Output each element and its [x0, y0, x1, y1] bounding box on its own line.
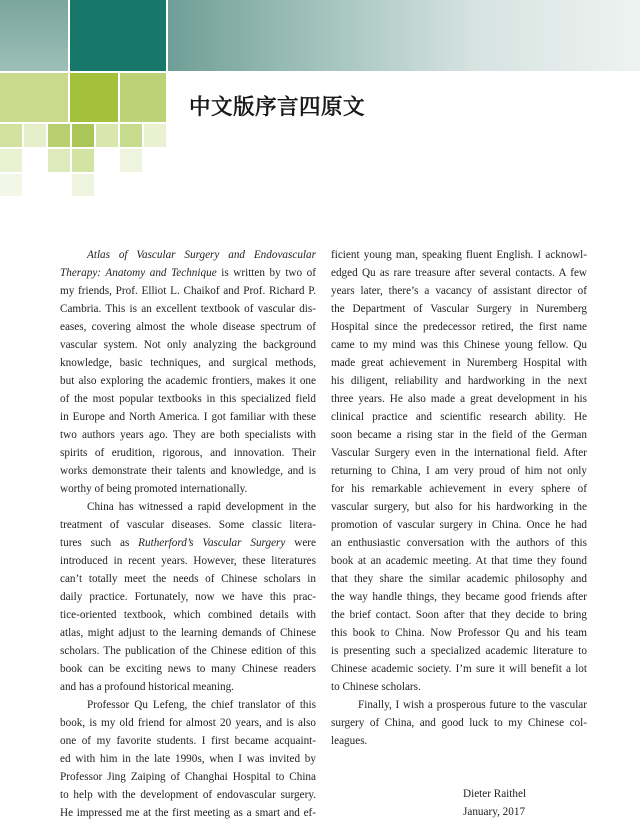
text-line: made great achievement in Nuremberg Hospital with	[331, 357, 587, 369]
text-line: to Chinese scholars.	[331, 681, 421, 693]
text-line: eases, covering almost the whole disease spectrum of	[60, 321, 316, 333]
header-tile	[120, 73, 166, 122]
text-line: clinical practice and scientific research ability. He	[331, 411, 587, 423]
paragraph	[331, 696, 587, 750]
text-line: but also exploring the academic frontiers, makes it one	[60, 375, 316, 387]
text-line: surgery of China, and good luck to my Chinese col-	[331, 717, 587, 729]
header-tile	[0, 73, 68, 122]
text-line: book can be exciting news to many Chinese readers	[60, 663, 316, 675]
text-column-right	[331, 246, 587, 750]
text-segment: were	[285, 537, 316, 549]
text-line	[60, 246, 316, 264]
header-tile	[120, 124, 142, 147]
text-line: in Europe and North America. I got familiar with these	[60, 411, 316, 423]
text-line: to help with the development of endovascular surgery.	[60, 789, 316, 801]
text-line: introduced in recent years. However, these literatures	[60, 555, 316, 567]
header-tile-dark	[70, 0, 166, 71]
text-segment: tures such as	[60, 537, 139, 549]
text-line: three years. He also made a great development in his	[331, 393, 587, 405]
header-tile	[48, 149, 70, 172]
text-line: this book to China. Now Professor Qu and his team	[331, 627, 587, 639]
text-line: Hospital since the predecessor retired, the first name	[331, 321, 587, 333]
header-tile	[0, 149, 22, 172]
italic-text: Therapy: Anatomy and Technique	[60, 267, 217, 279]
italic-text: Atlas of Vascular Surgery and Endovascular	[87, 249, 316, 261]
text-line: book at an academic meeting. At that time they found	[331, 555, 587, 567]
text-line	[60, 264, 316, 282]
text-line: of the most popular textbooks in this specialized field	[60, 393, 316, 405]
text-line: leagues.	[331, 735, 368, 747]
text-line: soon became a rising star in the field of the German	[331, 429, 587, 441]
text-line: Professor Qu Lefeng, the chief translator of this	[87, 699, 316, 711]
text-line: vascular system. Not only analyzing the background	[60, 339, 316, 351]
text-line: China has witnessed a rapid development in the	[87, 501, 316, 513]
text-column-left	[60, 246, 316, 822]
text-line: He impressed me at the first meeting as a smart and ef-	[60, 807, 316, 819]
text-line: treatment of vascular diseases. Some classic litera-	[60, 519, 316, 531]
header-tile	[0, 174, 22, 196]
text-line: is presenting such a specialized academic literature to	[331, 645, 587, 657]
text-line: daily practice. Fortunately, now we have this prac-	[60, 591, 316, 603]
text-line: an enthusiastic conversation with the authors of this	[331, 537, 587, 549]
text-line	[60, 534, 316, 552]
text-line: atlas, might adjust to the learning demands of Chinese	[60, 627, 316, 639]
italic-text: Rutherford’s Vascular Surgery	[138, 537, 286, 549]
header-tile	[48, 124, 70, 147]
paragraph	[60, 498, 316, 696]
header-tile	[72, 149, 94, 172]
text-line: Finally, I wish a prosperous future to the vascular	[358, 699, 587, 711]
text-line: two authors years ago. They are both specialists with	[60, 429, 316, 441]
text-line: my friends, Prof. Elliot L. Chaikof and Prof. Richard P.	[60, 285, 316, 297]
text-line: can’t totally meet the needs of Chinese scholars in	[60, 573, 316, 585]
signature	[463, 785, 526, 821]
text-line: for his remarkable achievement in every sphere of	[331, 483, 587, 495]
header-tile	[0, 124, 22, 147]
text-line: worthy of being promoted internationally.	[60, 483, 248, 495]
text-line: spirits of erudition, rigorous, and innovation. Their	[60, 447, 316, 459]
paragraph	[60, 696, 316, 822]
text-line: knowledge, basic techniques, and surgical methods,	[60, 357, 316, 369]
paragraph	[331, 246, 587, 696]
text-line: promotion of vascular surgery in China. Once he had	[331, 519, 587, 531]
header-band	[168, 0, 640, 71]
text-line: works demonstrate their talents and knowledge, and is	[60, 465, 316, 477]
text-line: tice-oriented textbook, which combined details with	[60, 609, 316, 621]
text-line: ficient young man, speaking fluent English. I acknowl-	[331, 249, 587, 261]
text-line: Chinese academic society. I’m sure it will benefit a lot	[331, 663, 587, 675]
text-line: years later, there’s a vacancy of assistant director of	[331, 285, 587, 297]
text-line: one of my favorite students. I first became acquaint-	[60, 735, 316, 747]
text-line: Professor Jing Zaiping of Changhai Hospital to China	[60, 771, 316, 783]
page-title: 中文版序言四原文	[189, 95, 366, 120]
header-tile	[120, 149, 142, 172]
header-tile	[96, 124, 118, 147]
text-line: book, is my old friend for almost 20 years, and is also	[60, 717, 316, 729]
signature-name: Dieter Raithel	[463, 788, 527, 800]
text-line: that they share the similar academic philosophy and	[331, 573, 587, 585]
text-line: ed with him in the late 1990s, when I was invited by	[60, 753, 316, 765]
text-segment: is written by two of	[216, 267, 316, 279]
text-line: Cambria. This is an excellent textbook of vascular dis-	[60, 303, 316, 315]
signature-date: January, 2017	[463, 806, 526, 818]
text-line: the Department of Vascular Surgery in Nuremberg	[331, 303, 587, 315]
text-line: the way handle things, they became good friends after	[331, 591, 587, 603]
text-line: and has a profound historical meaning.	[60, 681, 234, 693]
header-tile	[72, 124, 94, 147]
header-tile	[72, 174, 94, 196]
text-line: vascular surgery, but also for his hardworking in the	[331, 501, 587, 513]
text-line: Vascular Surgery even in the international field. After	[331, 447, 587, 459]
header-tile-accent	[70, 73, 118, 122]
text-line: his diligent, reliability and hardworking in the next	[331, 375, 587, 387]
header-tile	[24, 124, 46, 147]
text-line: the brief contact. Soon after that they decide to bring	[331, 609, 587, 621]
header-tile	[144, 124, 166, 147]
header-tile	[0, 0, 68, 71]
text-line: scholars. The publication of the Chinese edition of this	[60, 645, 316, 657]
text-line: came to my mind was this Chinese young fellow. Qu	[331, 339, 587, 351]
text-line: returning to China, I am very proud of him not only	[331, 465, 587, 477]
text-line: edged Qu as rare treasure after several contacts. A few	[331, 267, 587, 279]
paragraph	[60, 246, 316, 498]
